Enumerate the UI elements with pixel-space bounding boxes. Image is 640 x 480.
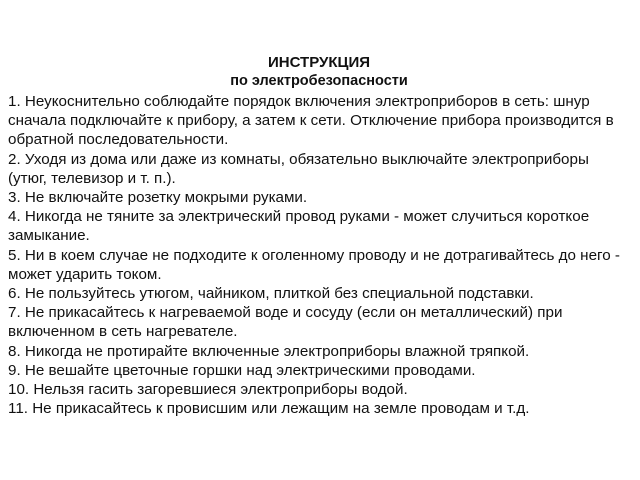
instruction-item-6: 6. Не пользуйтесь утюгом, чайником, плиткой без специальной подставки. [8,285,534,303]
instruction-item-9: 9. Не вешайте цветочные горшки над электрическими проводами. [8,361,476,379]
instruction-item-11: 11. Не прикасайтесь к провисшим или лежащим на земле проводам и т.д. [8,400,530,418]
document-subtitle: по электробезопасности [230,73,408,89]
instruction-item-2: 2. Уходя из дома или даже из комнаты, обязательно выключайте электроприборы (утюг, телевизор и т. п.). [8,150,589,187]
instruction-document [8,53,630,418]
instruction-list [8,92,630,418]
instruction-item-10: 10. Нельзя гасить загоревшиеся электроприборы водой. [8,381,408,399]
document-title: ИНСТРУКЦИЯ [267,54,371,71]
instruction-item-5: 5. Ни в коем случае не подходите к оголенному проводу и не дотрагивайтесь до него - может ударить током. [8,246,620,283]
instruction-item-3: 3. Не включайте розетку мокрыми руками. [8,189,308,207]
instruction-item-8: 8. Никогда не протирайте включенные электроприборы влажной тряпкой. [8,342,530,360]
instruction-item-4: 4. Никогда не тяните за электрический провод руками - может случиться короткое замыкание. [8,208,590,245]
instruction-item-7: 7. Не прикасайтесь к нагреваемой воде и сосуду (если он металлический) при включенном в сеть нагревателе. [8,304,563,341]
instruction-item-1: 1. Неукоснительно соблюдайте порядок включения электроприборов в сеть: шнур сначала подключайте к прибору, а затем к сети. Отключение прибора производится в обратной последовательности. [8,93,614,149]
